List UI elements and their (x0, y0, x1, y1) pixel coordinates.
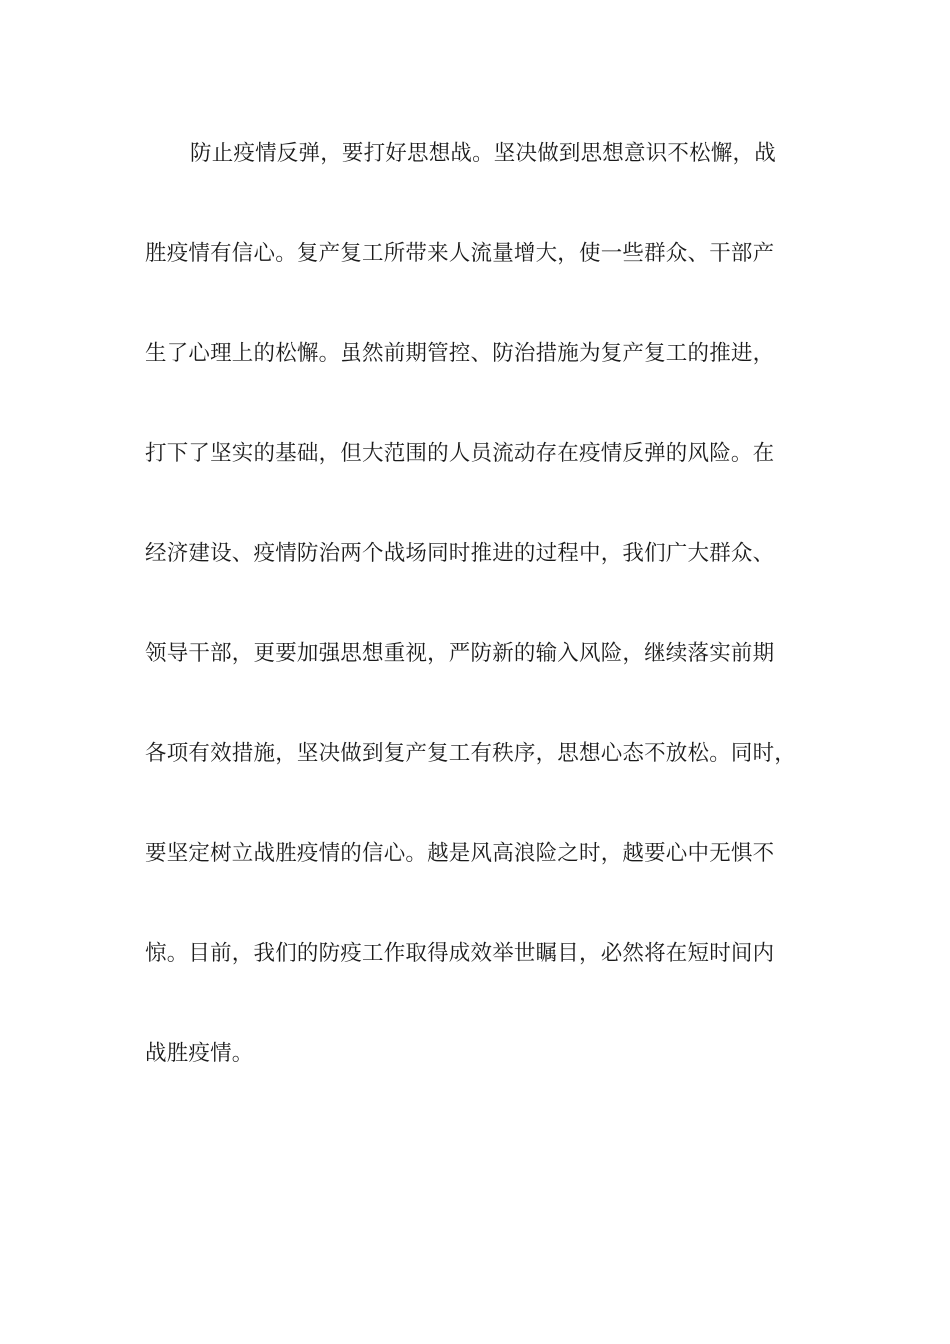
paragraph-line: 各项有效措施，坚决做到复产复工有秩序，思想心态不放松。同时， (145, 741, 797, 766)
paragraph-line: 防止疫情反弹，要打好思想战。坚决做到思想意识不松懈，战 (190, 141, 776, 166)
paragraph-line: 领导干部，更要加强思想重视，严防新的输入风险，继续落实前期 (145, 641, 775, 666)
paragraph-line: 胜疫情有信心。复产复工所带来人流量增大，使一些群众、干部产 (145, 241, 775, 266)
paragraph-line: 要坚定树立战胜疫情的信心。越是风高浪险之时，越要心中无惧不 (145, 841, 775, 866)
body-paragraph (145, 133, 805, 1133)
paragraph-line: 打下了坚实的基础，但大范围的人员流动存在疫情反弹的风险。在 (145, 441, 775, 466)
paragraph-line: 惊。目前，我们的防疫工作取得成效举世瞩目，必然将在短时间内 (145, 941, 775, 966)
paragraph-line: 战胜疫情。 (145, 1041, 254, 1066)
paragraph-line: 经济建设、疫情防治两个战场同时推进的过程中，我们广大群众、 (145, 541, 775, 566)
paragraph-line: 生了心理上的松懈。虽然前期管控、防治措施为复产复工的推进， (145, 341, 775, 366)
